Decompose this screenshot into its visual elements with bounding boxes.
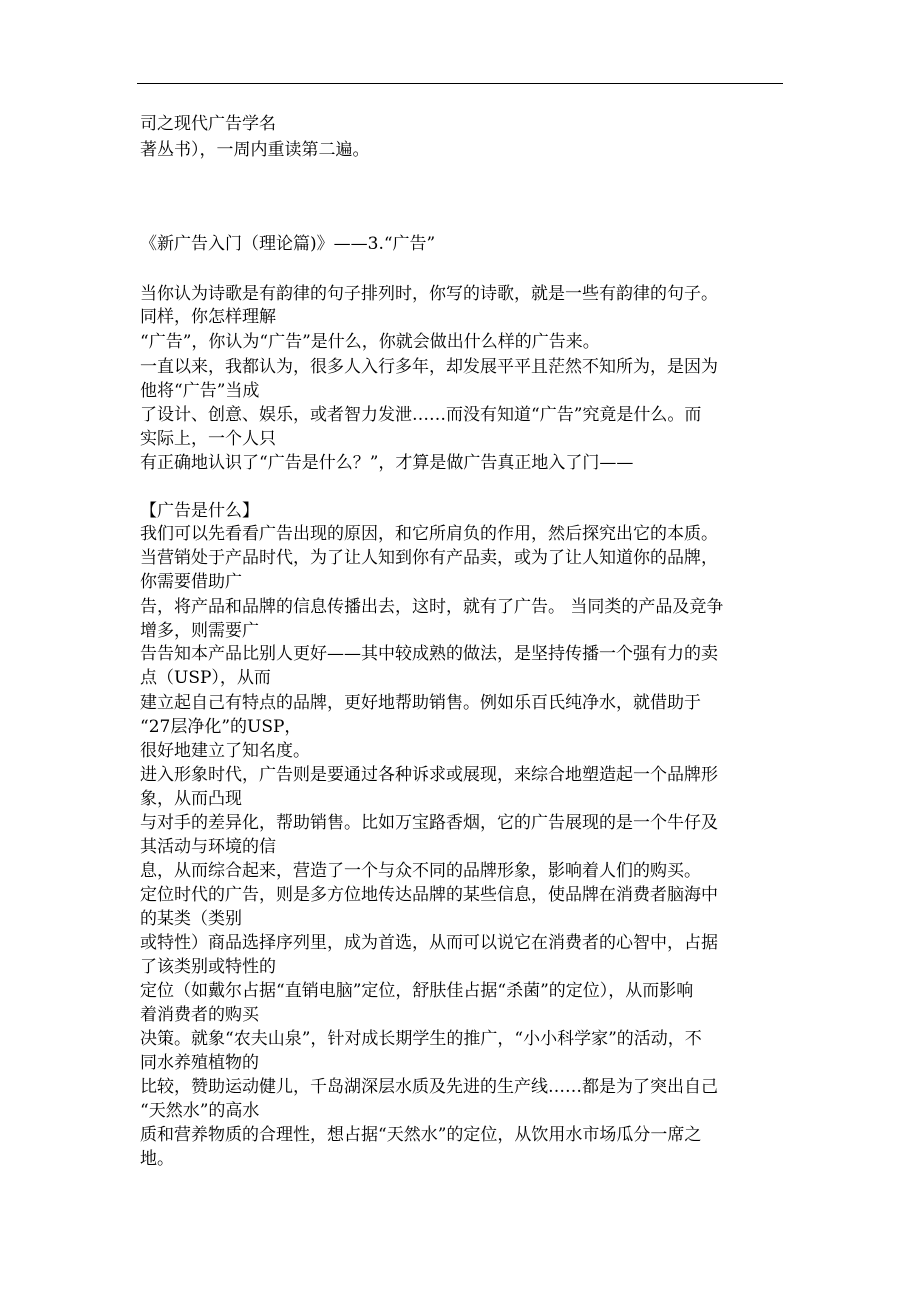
paragraph-line: 了设计、创意、娱乐，或者智力发泄……而没有知道“广告”究竟是什么。而 [140,405,702,425]
paragraph-line: 当营销处于产品时代，为了让人知到你有产品卖，或为了让人知道你的品牌， [140,548,718,568]
paragraph-line: 同水养殖植物的 [140,1053,259,1073]
paragraph-line: 与对手的差异化，帮助销售。比如万宝路香烟，它的广告展现的是一个牛仔及 [140,813,718,833]
paragraph-line: 着消费者的购买 [140,1005,259,1025]
paragraph-line: 比较，赞助运动健儿，千岛湖深层水质及先进的生产线……都是为了突出自己 [140,1077,718,1097]
paragraph-line: 告告知本产品比别人更好——其中较成熟的做法，是坚持传播一个强有力的卖 [140,644,718,664]
paragraph-line: 实际上，一个人只 [140,429,276,449]
paragraph-line: 建立起自己有特点的品牌，更好地帮助销售。例如乐百氏纯净水，就借助于 [140,693,701,713]
paragraph-line: 质和营养物质的合理性，想占据“天然水”的定位，从饮用水市场瓜分一席之 [140,1125,702,1145]
paragraph-line: 定位时代的广告，则是多方位地传达品牌的某些信息，使品牌在消费者脑海中 [140,885,718,905]
paragraph-line: 决策。就象“农夫山泉”，针对成长期学生的推广，“小小科学家”的活动，不 [140,1029,702,1049]
intro-line: 著丛书），一周内重读第二遍。 [140,140,370,160]
paragraph-line: 增多，则需要广 [140,621,259,641]
paragraph-line: 很好地建立了知名度。 [140,741,310,761]
paragraph-line: 他将“广告”当成 [140,381,260,401]
paragraph-line: 我们可以先看看广告出现的原因，和它所肩负的作用，然后探究出它的本质。 [140,524,718,544]
paragraph-line: “天然水”的高水 [140,1101,260,1121]
paragraph-line: “27层净化”的USP， [140,717,302,737]
paragraph-line: 象，从而凸现 [140,789,242,809]
paragraph-line: 当你认为诗歌是有韵律的句子排列时，你写的诗歌，就是一些有韵律的句子。 [140,284,718,304]
paragraph-line: 地。 [140,1149,174,1169]
paragraph-line: 告，将产品和品牌的信息传播出去，这时，就有了广告。 当同类的产品及竞争 [140,597,724,617]
paragraph-line: 其活动与环境的信 [140,837,276,857]
paragraph-line: 一直以来，我都认为，很多人入行多年，却发展平平且茫然不知所为，是因为 [140,357,718,377]
paragraph-line: 定位（如戴尔占据“直销电脑”定位，舒肤佳占据“杀菌”的定位），从而影响 [140,981,694,1001]
header-rule [137,83,783,84]
section-heading: 【广告是什么】 [140,501,259,521]
article-title: 《新广告入门（理论篇)》——3.“广告” [140,234,436,254]
paragraph-line: 有正确地认识了“广告是什么？”，才算是做广告真正地入了门—— [140,453,634,473]
paragraph-line: 息，从而综合起来，营造了一个与众不同的品牌形象，影响着人们的购买。 [140,861,701,881]
paragraph-line: 你需要借助广 [140,572,242,592]
paragraph-line: 了该类别或特性的 [140,957,276,977]
intro-line: 司之现代广告学名 [140,114,276,134]
paragraph-line: 同样，你怎样理解 [140,307,276,327]
paragraph-line: 进入形象时代，广告则是要通过各种诉求或展现，来综合地塑造起一个品牌形 [140,765,718,785]
paragraph-line: 的某类（类别 [140,909,242,929]
paragraph-line: 或特性）商品选择序列里，成为首选，从而可以说它在消费者的心智中，占据 [140,933,718,953]
paragraph-line: 点（USP），从而 [140,668,271,688]
paragraph-line: “广告”，你认为“广告”是什么，你就会做出什么样的广告来。 [140,332,600,352]
